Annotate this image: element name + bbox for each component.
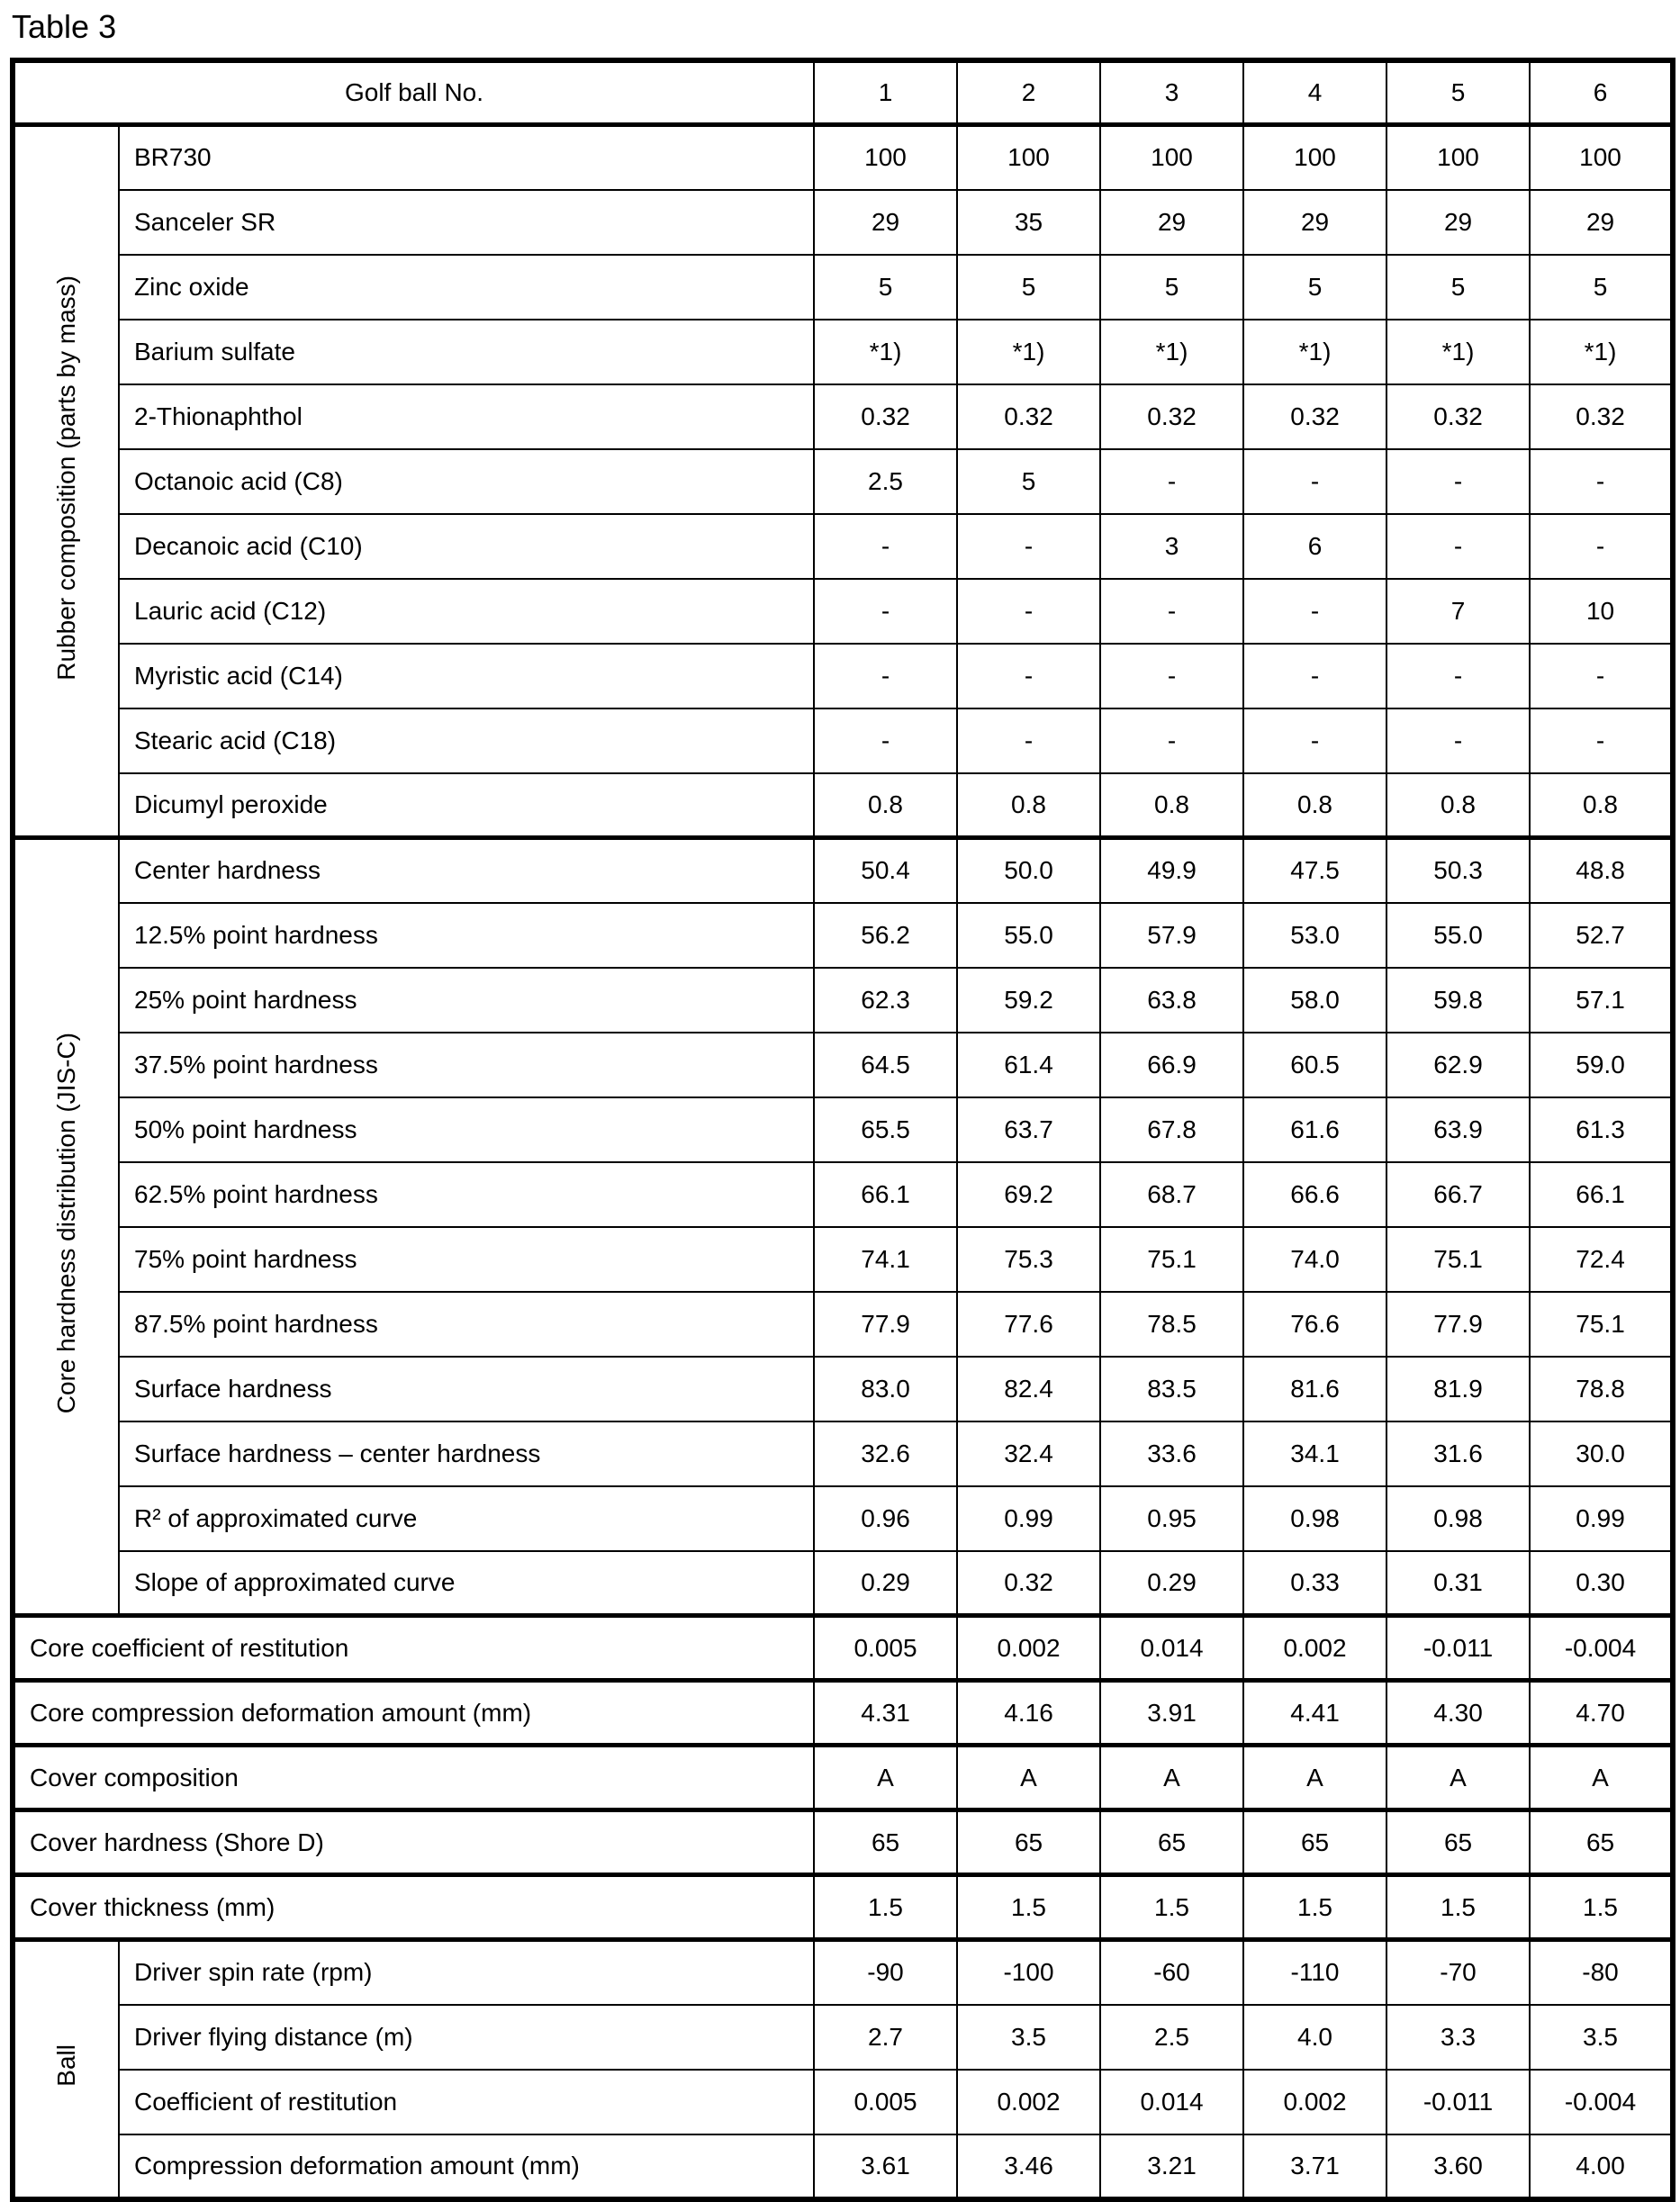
row-label: 37.5% point hardness <box>119 1033 814 1097</box>
value-cell: 66.9 <box>1100 1033 1243 1097</box>
value-cell: -80 <box>1530 1940 1673 2005</box>
row-label: Driver flying distance (m) <box>119 2005 814 2070</box>
row-label: Compression deformation amount (mm) <box>119 2134 814 2199</box>
value-cell: 75.1 <box>1386 1227 1530 1292</box>
value-cell: -70 <box>1386 1940 1530 2005</box>
value-cell: - <box>957 514 1100 579</box>
value-cell: 4.0 <box>1243 2005 1386 2070</box>
value-cell: 74.0 <box>1243 1227 1386 1292</box>
value-cell: 0.98 <box>1243 1486 1386 1551</box>
corner-header-golf-ball-no: Golf ball No. <box>13 60 814 125</box>
value-cell: A <box>814 1746 957 1810</box>
value-cell: *1) <box>814 320 957 384</box>
table-row <box>13 1486 1673 1551</box>
value-cell: 0.30 <box>1530 1551 1673 1616</box>
value-cell: -0.011 <box>1386 1616 1530 1681</box>
row-label: Dicumyl peroxide <box>119 773 814 838</box>
group-label <box>13 1940 119 2199</box>
value-cell: 78.8 <box>1530 1357 1673 1421</box>
value-cell: - <box>1386 449 1530 514</box>
value-cell: 0.32 <box>1530 384 1673 449</box>
value-cell: 55.0 <box>1386 903 1530 968</box>
table-row <box>13 1681 1673 1746</box>
value-cell: 53.0 <box>1243 903 1386 968</box>
row-label: BR730 <box>119 125 814 190</box>
value-cell: 65 <box>957 1810 1100 1875</box>
value-cell: *1) <box>1386 320 1530 384</box>
value-cell: 57.1 <box>1530 968 1673 1033</box>
value-cell: 3.5 <box>1530 2005 1673 2070</box>
ball-number-header: 5 <box>1386 60 1530 125</box>
table-row <box>13 1875 1673 1940</box>
value-cell: - <box>814 514 957 579</box>
value-cell: *1) <box>957 320 1100 384</box>
value-cell: 1.5 <box>1100 1875 1243 1940</box>
value-cell: - <box>1530 449 1673 514</box>
value-cell: -90 <box>814 1940 957 2005</box>
value-cell: 3.71 <box>1243 2134 1386 2199</box>
table-row <box>13 255 1673 320</box>
value-cell: 65.5 <box>814 1097 957 1162</box>
value-cell: 0.8 <box>814 773 957 838</box>
value-cell: 3.60 <box>1386 2134 1530 2199</box>
value-cell: A <box>1100 1746 1243 1810</box>
ball-number-header: 2 <box>957 60 1100 125</box>
row-label: Octanoic acid (C8) <box>119 449 814 514</box>
value-cell: 100 <box>957 125 1100 190</box>
row-label: Decanoic acid (C10) <box>119 514 814 579</box>
value-cell: 4.31 <box>814 1681 957 1746</box>
value-cell: 65 <box>1530 1810 1673 1875</box>
value-cell: 49.9 <box>1100 838 1243 903</box>
row-label: Coefficient of restitution <box>119 2070 814 2134</box>
row-label: 2-Thionaphthol <box>119 384 814 449</box>
table-row <box>13 644 1673 708</box>
value-cell: 59.8 <box>1386 968 1530 1033</box>
value-cell: 0.014 <box>1100 2070 1243 2134</box>
value-cell: 1.5 <box>814 1875 957 1940</box>
value-cell: 65 <box>1243 1810 1386 1875</box>
table-row <box>13 2134 1673 2199</box>
value-cell: 0.8 <box>1100 773 1243 838</box>
value-cell: - <box>1386 514 1530 579</box>
value-cell: 68.7 <box>1100 1162 1243 1227</box>
value-cell: 5 <box>814 255 957 320</box>
value-cell: 0.32 <box>957 1551 1100 1616</box>
value-cell: 0.005 <box>814 2070 957 2134</box>
value-cell: 0.014 <box>1100 1616 1243 1681</box>
value-cell: - <box>814 579 957 644</box>
value-cell: 61.6 <box>1243 1097 1386 1162</box>
value-cell: - <box>957 579 1100 644</box>
row-label: Cover composition <box>13 1746 814 1810</box>
table-title: Table 3 <box>12 8 117 45</box>
value-cell: 10 <box>1530 579 1673 644</box>
value-cell: 1.5 <box>1243 1875 1386 1940</box>
table-row <box>13 968 1673 1033</box>
value-cell: -0.011 <box>1386 2070 1530 2134</box>
value-cell: 1.5 <box>1530 1875 1673 1940</box>
value-cell: 65 <box>1386 1810 1530 1875</box>
table-row <box>13 708 1673 773</box>
group-label <box>13 838 119 1616</box>
value-cell: - <box>957 644 1100 708</box>
table-row <box>13 1421 1673 1486</box>
value-cell: 32.4 <box>957 1421 1100 1486</box>
value-cell: 4.70 <box>1530 1681 1673 1746</box>
value-cell: 5 <box>1386 255 1530 320</box>
value-cell: A <box>1243 1746 1386 1810</box>
value-cell: 57.9 <box>1100 903 1243 968</box>
table-row <box>13 1940 1673 2005</box>
value-cell: 100 <box>1386 125 1530 190</box>
value-cell: 0.002 <box>957 2070 1100 2134</box>
value-cell: 4.16 <box>957 1681 1100 1746</box>
value-cell: 2.5 <box>1100 2005 1243 2070</box>
value-cell: 6 <box>1243 514 1386 579</box>
value-cell: 0.002 <box>957 1616 1100 1681</box>
value-cell: 61.4 <box>957 1033 1100 1097</box>
row-label: Sanceler SR <box>119 190 814 255</box>
row-label: 75% point hardness <box>119 1227 814 1292</box>
value-cell: - <box>1386 644 1530 708</box>
value-cell: 3.21 <box>1100 2134 1243 2199</box>
table-row <box>13 1227 1673 1292</box>
group-label <box>13 125 119 838</box>
value-cell: 0.8 <box>1530 773 1673 838</box>
row-label: Myristic acid (C14) <box>119 644 814 708</box>
value-cell: 35 <box>957 190 1100 255</box>
row-label: Cover thickness (mm) <box>13 1875 814 1940</box>
value-cell: 2.5 <box>814 449 957 514</box>
row-label: R² of approximated curve <box>119 1486 814 1551</box>
value-cell: -100 <box>957 1940 1100 2005</box>
row-label: Driver spin rate (rpm) <box>119 1940 814 2005</box>
row-label: Stearic acid (C18) <box>119 708 814 773</box>
value-cell: - <box>814 644 957 708</box>
value-cell: *1) <box>1100 320 1243 384</box>
table-row <box>13 514 1673 579</box>
value-cell: 77.6 <box>957 1292 1100 1357</box>
row-label: Zinc oxide <box>119 255 814 320</box>
value-cell: 0.29 <box>814 1551 957 1616</box>
value-cell: 3.61 <box>814 2134 957 2199</box>
value-cell: 83.5 <box>1100 1357 1243 1421</box>
row-label: Core compression deformation amount (mm) <box>13 1681 814 1746</box>
row-label: 50% point hardness <box>119 1097 814 1162</box>
value-cell: 29 <box>1530 190 1673 255</box>
value-cell: 5 <box>957 255 1100 320</box>
value-cell: 5 <box>1100 255 1243 320</box>
value-cell: 50.0 <box>957 838 1100 903</box>
value-cell: A <box>1386 1746 1530 1810</box>
value-cell: 5 <box>957 449 1100 514</box>
golf-ball-table <box>10 58 1675 2202</box>
row-label: Surface hardness – center hardness <box>119 1421 814 1486</box>
value-cell: 65 <box>1100 1810 1243 1875</box>
value-cell: 5 <box>1530 255 1673 320</box>
value-cell: 72.4 <box>1530 1227 1673 1292</box>
value-cell: 52.7 <box>1530 903 1673 968</box>
ball-number-header: 1 <box>814 60 957 125</box>
value-cell: 100 <box>814 125 957 190</box>
table-row <box>13 1357 1673 1421</box>
table-row <box>13 579 1673 644</box>
value-cell: 0.32 <box>1386 384 1530 449</box>
value-cell: 66.7 <box>1386 1162 1530 1227</box>
value-cell: 78.5 <box>1100 1292 1243 1357</box>
value-cell: 66.1 <box>1530 1162 1673 1227</box>
value-cell: A <box>957 1746 1100 1810</box>
value-cell: 7 <box>1386 579 1530 644</box>
value-cell: 0.8 <box>1386 773 1530 838</box>
value-cell: A <box>1530 1746 1673 1810</box>
value-cell: 0.98 <box>1386 1486 1530 1551</box>
value-cell: 59.2 <box>957 968 1100 1033</box>
value-cell: - <box>1100 644 1243 708</box>
value-cell: 74.1 <box>814 1227 957 1292</box>
table-body <box>13 125 1673 2199</box>
value-cell: 63.8 <box>1100 968 1243 1033</box>
row-label: Center hardness <box>119 838 814 903</box>
table-row <box>13 1746 1673 1810</box>
value-cell: 0.99 <box>1530 1486 1673 1551</box>
value-cell: - <box>1100 449 1243 514</box>
value-cell: 3 <box>1100 514 1243 579</box>
table-row <box>13 190 1673 255</box>
value-cell: 0.96 <box>814 1486 957 1551</box>
ball-number-header: 4 <box>1243 60 1386 125</box>
value-cell: 60.5 <box>1243 1033 1386 1097</box>
value-cell: 1.5 <box>957 1875 1100 1940</box>
value-cell: 0.8 <box>1243 773 1386 838</box>
row-label: Lauric acid (C12) <box>119 579 814 644</box>
row-label: Cover hardness (Shore D) <box>13 1810 814 1875</box>
row-label: 62.5% point hardness <box>119 1162 814 1227</box>
value-cell: 4.00 <box>1530 2134 1673 2199</box>
value-cell: 3.5 <box>957 2005 1100 2070</box>
table-row <box>13 1097 1673 1162</box>
value-cell: 100 <box>1243 125 1386 190</box>
value-cell: 48.8 <box>1530 838 1673 903</box>
value-cell: 0.005 <box>814 1616 957 1681</box>
value-cell: 76.6 <box>1243 1292 1386 1357</box>
value-cell: 66.1 <box>814 1162 957 1227</box>
group-label-text: Ball <box>52 2044 80 2088</box>
row-label: Slope of approximated curve <box>119 1551 814 1616</box>
value-cell: 62.3 <box>814 968 957 1033</box>
table-row <box>13 449 1673 514</box>
value-cell: 100 <box>1100 125 1243 190</box>
value-cell: 29 <box>814 190 957 255</box>
ball-number-header: 3 <box>1100 60 1243 125</box>
table-row <box>13 1551 1673 1616</box>
value-cell: 0.32 <box>814 384 957 449</box>
value-cell: 58.0 <box>1243 968 1386 1033</box>
value-cell: - <box>1530 514 1673 579</box>
value-cell: 5 <box>1243 255 1386 320</box>
value-cell: - <box>1100 708 1243 773</box>
value-cell: 82.4 <box>957 1357 1100 1421</box>
value-cell: 0.32 <box>957 384 1100 449</box>
value-cell: 32.6 <box>814 1421 957 1486</box>
value-cell: 66.6 <box>1243 1162 1386 1227</box>
value-cell: -0.004 <box>1530 2070 1673 2134</box>
value-cell: 47.5 <box>1243 838 1386 903</box>
value-cell: 81.6 <box>1243 1357 1386 1421</box>
table-row <box>13 838 1673 903</box>
value-cell: 69.2 <box>957 1162 1100 1227</box>
value-cell: 75.3 <box>957 1227 1100 1292</box>
value-cell: 75.1 <box>1530 1292 1673 1357</box>
row-label: Barium sulfate <box>119 320 814 384</box>
row-label: Surface hardness <box>119 1357 814 1421</box>
group-label-text: Rubber composition (parts by mass) <box>52 275 80 681</box>
value-cell: -110 <box>1243 1940 1386 2005</box>
value-cell: - <box>1243 708 1386 773</box>
value-cell: 3.91 <box>1100 1681 1243 1746</box>
value-cell: 0.002 <box>1243 2070 1386 2134</box>
row-label: 87.5% point hardness <box>119 1292 814 1357</box>
value-cell: 59.0 <box>1530 1033 1673 1097</box>
value-cell: 77.9 <box>814 1292 957 1357</box>
table-row <box>13 2070 1673 2134</box>
group-label-text: Core hardness distribution (JIS-C) <box>52 1033 80 1414</box>
value-cell: 31.6 <box>1386 1421 1530 1486</box>
value-cell: - <box>1243 644 1386 708</box>
table-header <box>13 60 1673 125</box>
row-label: 25% point hardness <box>119 968 814 1033</box>
value-cell: 63.7 <box>957 1097 1100 1162</box>
value-cell: 81.9 <box>1386 1357 1530 1421</box>
table-row <box>13 1292 1673 1357</box>
value-cell: 29 <box>1386 190 1530 255</box>
value-cell: 0.99 <box>957 1486 1100 1551</box>
table-row <box>13 320 1673 384</box>
value-cell: - <box>814 708 957 773</box>
value-cell: 0.31 <box>1386 1551 1530 1616</box>
table-row <box>13 2005 1673 2070</box>
value-cell: 34.1 <box>1243 1421 1386 1486</box>
value-cell: 61.3 <box>1530 1097 1673 1162</box>
value-cell: 55.0 <box>957 903 1100 968</box>
value-cell: 29 <box>1243 190 1386 255</box>
value-cell: - <box>1243 449 1386 514</box>
value-cell: *1) <box>1243 320 1386 384</box>
header-row <box>13 60 1673 125</box>
value-cell: - <box>1386 708 1530 773</box>
row-label: Core coefficient of restitution <box>13 1616 814 1681</box>
value-cell: 65 <box>814 1810 957 1875</box>
value-cell: 63.9 <box>1386 1097 1530 1162</box>
table-row <box>13 125 1673 190</box>
value-cell: 77.9 <box>1386 1292 1530 1357</box>
value-cell: *1) <box>1530 320 1673 384</box>
table-row <box>13 1810 1673 1875</box>
value-cell: 1.5 <box>1386 1875 1530 1940</box>
value-cell: 4.30 <box>1386 1681 1530 1746</box>
value-cell: 30.0 <box>1530 1421 1673 1486</box>
table-row <box>13 1033 1673 1097</box>
value-cell: 0.33 <box>1243 1551 1386 1616</box>
value-cell: 0.32 <box>1100 384 1243 449</box>
ball-number-header: 6 <box>1530 60 1673 125</box>
value-cell: - <box>1530 708 1673 773</box>
value-cell: 3.46 <box>957 2134 1100 2199</box>
value-cell: 75.1 <box>1100 1227 1243 1292</box>
value-cell: -0.004 <box>1530 1616 1673 1681</box>
row-label: 12.5% point hardness <box>119 903 814 968</box>
table-row <box>13 903 1673 968</box>
table-row <box>13 384 1673 449</box>
value-cell: 33.6 <box>1100 1421 1243 1486</box>
value-cell: -60 <box>1100 1940 1243 2005</box>
value-cell: 56.2 <box>814 903 957 968</box>
value-cell: 2.7 <box>814 2005 957 2070</box>
value-cell: 67.8 <box>1100 1097 1243 1162</box>
value-cell: 0.8 <box>957 773 1100 838</box>
value-cell: 64.5 <box>814 1033 957 1097</box>
value-cell: 0.29 <box>1100 1551 1243 1616</box>
value-cell: 0.95 <box>1100 1486 1243 1551</box>
table-row <box>13 773 1673 838</box>
value-cell: - <box>957 708 1100 773</box>
value-cell: 0.002 <box>1243 1616 1386 1681</box>
value-cell: - <box>1530 644 1673 708</box>
value-cell: 0.32 <box>1243 384 1386 449</box>
value-cell: - <box>1243 579 1386 644</box>
table-row <box>13 1616 1673 1681</box>
value-cell: 62.9 <box>1386 1033 1530 1097</box>
value-cell: 100 <box>1530 125 1673 190</box>
value-cell: 4.41 <box>1243 1681 1386 1746</box>
value-cell: 50.4 <box>814 838 957 903</box>
value-cell: 50.3 <box>1386 838 1530 903</box>
value-cell: 29 <box>1100 190 1243 255</box>
table-row <box>13 1162 1673 1227</box>
value-cell: 83.0 <box>814 1357 957 1421</box>
value-cell: 3.3 <box>1386 2005 1530 2070</box>
value-cell: - <box>1100 579 1243 644</box>
